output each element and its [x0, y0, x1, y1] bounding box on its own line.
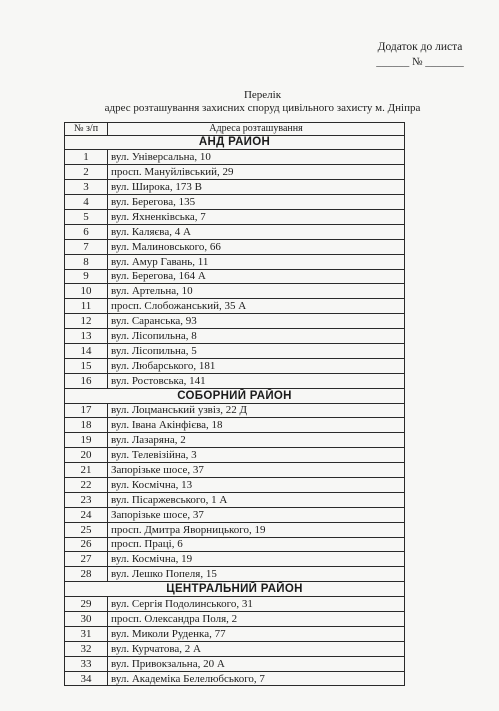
row-address: вул. Універсальна, 10 [108, 150, 405, 165]
table-row [65, 522, 405, 537]
header-number: № з/п [65, 123, 108, 136]
row-number: 16 [65, 373, 108, 388]
row-number: 31 [65, 626, 108, 641]
row-number: 12 [65, 314, 108, 329]
row-address: вул. Ростовська, 141 [108, 373, 405, 388]
appendix-title: Додаток до листа [377, 41, 463, 53]
table-row [65, 641, 405, 656]
row-address: вул. Телевізійна, 3 [108, 448, 405, 463]
table-row [65, 329, 405, 344]
table-row [65, 448, 405, 463]
table-row [65, 269, 405, 284]
table-row [65, 671, 405, 686]
row-number: 27 [65, 552, 108, 567]
row-address: вул. Лазаряна, 2 [108, 433, 405, 448]
row-number: 8 [65, 254, 108, 269]
row-address: вул. Берегова, 135 [108, 195, 405, 210]
table-row [65, 343, 405, 358]
table-row [65, 463, 405, 478]
table-row [65, 567, 405, 582]
table-row [65, 195, 405, 210]
table-row [65, 552, 405, 567]
row-number: 11 [65, 299, 108, 314]
table-row [65, 209, 405, 224]
row-number: 33 [65, 656, 108, 671]
table-row [65, 254, 405, 269]
table-row [65, 299, 405, 314]
table-row [65, 537, 405, 552]
table-body [65, 135, 405, 686]
row-address: вул. Сергія Подолинського, 31 [108, 597, 405, 612]
row-number: 15 [65, 358, 108, 373]
table-row [65, 150, 405, 165]
row-address: вул. Лоцманський узвіз, 22 Д [108, 403, 405, 418]
row-address: вул. Каляєва, 4 А [108, 224, 405, 239]
table-row [65, 612, 405, 627]
row-number: 6 [65, 224, 108, 239]
row-number: 3 [65, 180, 108, 195]
district-name: ЦЕНТРАЛЬНИЙ РАЙОН [65, 582, 405, 597]
district-row [65, 582, 405, 597]
row-number: 28 [65, 567, 108, 582]
row-number: 2 [65, 165, 108, 180]
appendix-reference-line: ______ № _______ [376, 56, 464, 68]
row-address: Запорізьке шосе, 37 [108, 463, 405, 478]
table-row [65, 284, 405, 299]
appendix-note [360, 40, 480, 70]
address-table [64, 122, 405, 686]
row-address: вул. Лісопильна, 8 [108, 329, 405, 344]
row-number: 32 [65, 641, 108, 656]
row-address: вул. Космічна, 19 [108, 552, 405, 567]
row-number: 25 [65, 522, 108, 537]
row-address: вул. Академіка Белелюбського, 7 [108, 671, 405, 686]
table-row [65, 180, 405, 195]
row-number: 34 [65, 671, 108, 686]
row-address: Запорізьке шосе, 37 [108, 507, 405, 522]
row-number: 30 [65, 612, 108, 627]
row-address: просп. Олександра Поля, 2 [108, 612, 405, 627]
row-number: 13 [65, 329, 108, 344]
district-row [65, 388, 405, 403]
table-row [65, 656, 405, 671]
row-number: 18 [65, 418, 108, 433]
row-address: просп. Дмитра Яворницького, 19 [108, 522, 405, 537]
table-row [65, 403, 405, 418]
row-number: 5 [65, 209, 108, 224]
row-number: 10 [65, 284, 108, 299]
row-address: вул. Лісопильна, 5 [108, 343, 405, 358]
table-header-row [65, 123, 405, 136]
row-number: 9 [65, 269, 108, 284]
row-address: вул. Яхненківська, 7 [108, 209, 405, 224]
table-row [65, 418, 405, 433]
row-number: 22 [65, 477, 108, 492]
row-number: 1 [65, 150, 108, 165]
row-number: 17 [65, 403, 108, 418]
row-address: вул. Любарського, 181 [108, 358, 405, 373]
document-heading [60, 89, 465, 115]
district-row [65, 135, 405, 150]
table-row [65, 507, 405, 522]
table-row [65, 492, 405, 507]
table-row [65, 224, 405, 239]
row-address: вул. Саранська, 93 [108, 314, 405, 329]
table-row [65, 626, 405, 641]
row-address: просп. Праці, 6 [108, 537, 405, 552]
row-address: вул. Широка, 173 В [108, 180, 405, 195]
table-row [65, 314, 405, 329]
row-address: вул. Берегова, 164 А [108, 269, 405, 284]
district-name: СОБОРНИЙ РАЙОН [65, 388, 405, 403]
row-address: вул. Лешко Попеля, 15 [108, 567, 405, 582]
row-address: вул. Артельна, 10 [108, 284, 405, 299]
row-number: 7 [65, 239, 108, 254]
row-address: вул. Амур Гавань, 11 [108, 254, 405, 269]
heading-subtitle: адрес розташування захисних споруд цивільного захисту м. Дніпра [104, 102, 421, 114]
row-address: вул. Космічна, 13 [108, 477, 405, 492]
table-row [65, 358, 405, 373]
row-address: вул. Івана Акінфієва, 18 [108, 418, 405, 433]
row-number: 14 [65, 343, 108, 358]
row-number: 29 [65, 597, 108, 612]
table-row [65, 597, 405, 612]
header-address: Адреса розташування [108, 123, 405, 136]
table-row [65, 373, 405, 388]
row-address: вул. Курчатова, 2 А [108, 641, 405, 656]
row-address: вул. Пісаржевського, 1 А [108, 492, 405, 507]
row-number: 23 [65, 492, 108, 507]
row-number: 26 [65, 537, 108, 552]
row-address: просп. Слобожанський, 35 А [108, 299, 405, 314]
row-number: 19 [65, 433, 108, 448]
row-address: вул. Привокзальна, 20 А [108, 656, 405, 671]
row-address: вул. Малиновського, 66 [108, 239, 405, 254]
table-row [65, 477, 405, 492]
district-name: АНД РАЙОН [65, 135, 405, 150]
table-row [65, 239, 405, 254]
row-number: 21 [65, 463, 108, 478]
row-number: 24 [65, 507, 108, 522]
heading-title: Перелік [243, 89, 282, 101]
table-row [65, 433, 405, 448]
table-row [65, 165, 405, 180]
row-address: просп. Мануйлівський, 29 [108, 165, 405, 180]
row-address: вул. Миколи Руденка, 77 [108, 626, 405, 641]
row-number: 4 [65, 195, 108, 210]
row-number: 20 [65, 448, 108, 463]
